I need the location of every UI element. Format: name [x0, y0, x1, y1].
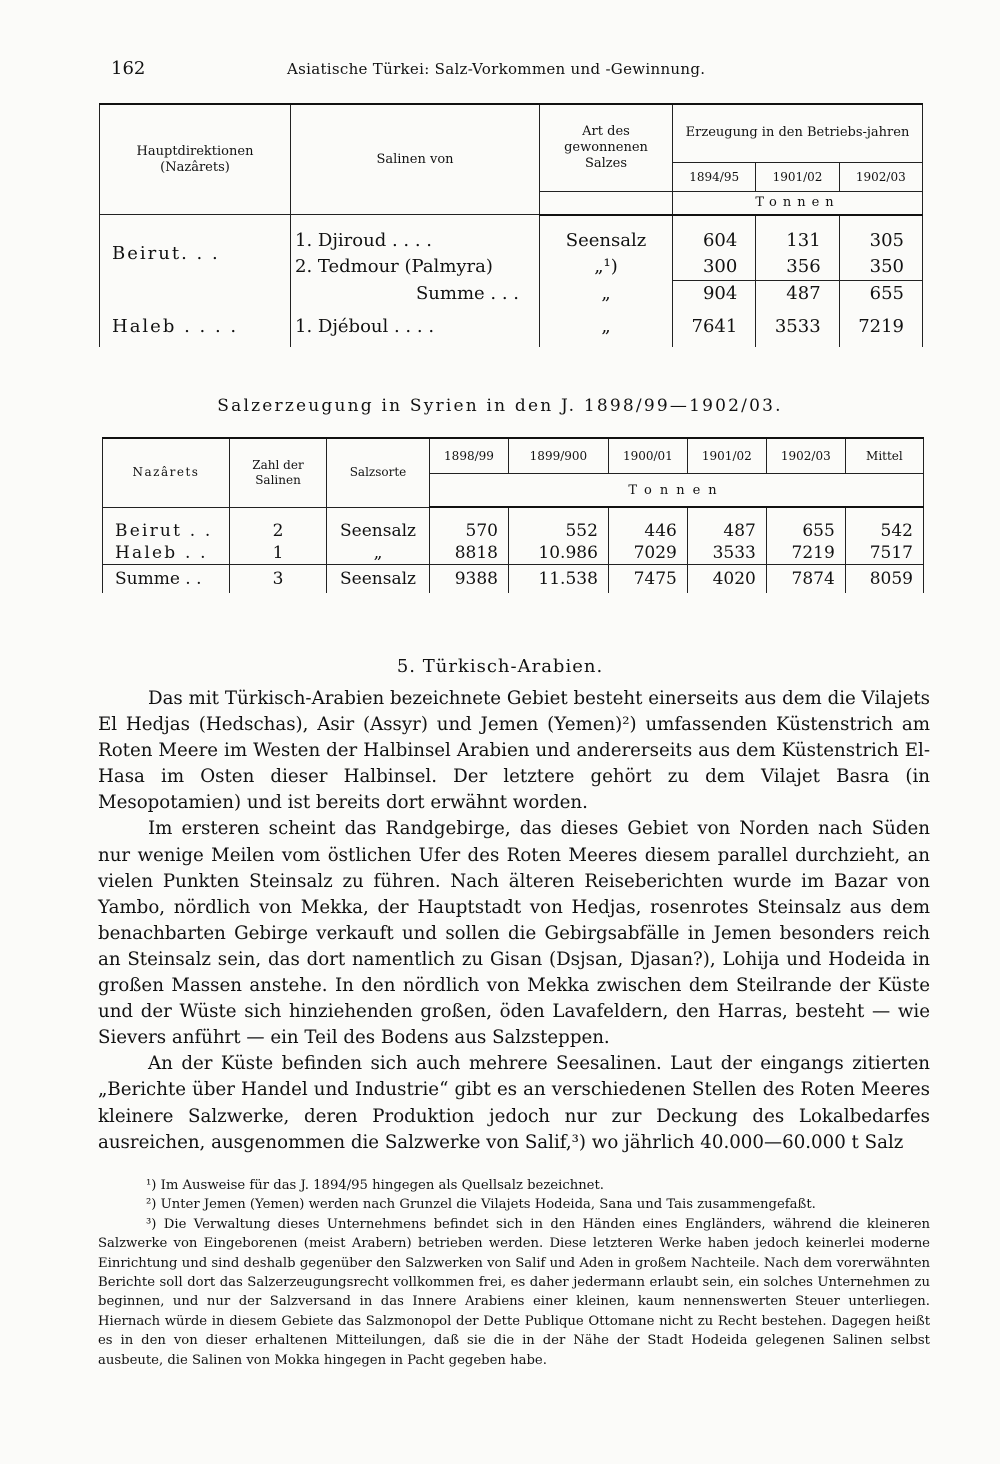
running-head: Asiatische Türkei: Salz-Vorkommen und -Gewinnung. [287, 60, 706, 78]
footnote: ²) Unter Jemen (Yemen) werden nach Grunzel die Vilajets Hodeida, Sana und Tais zusammengefaßt. [146, 1197, 816, 1213]
header-year-3: 1902/03 [839, 162, 922, 191]
header-year-2: 1899/900 [508, 438, 608, 474]
header-year-4: 1901/02 [687, 438, 766, 474]
paragraph: Das mit Türkisch-Arabien bezeichnete Gebiet besteht einerseits aus dem die Vilajets El Hedjas (Hedschas), Asir (Assyr) und Jemen (Yemen)²) umfassenden Küstenstrich am Roten Meere im Westen der Halbinsel Arabien und andererseits aus dem Küstenstrich El-Hasa im Osten dieser Halbinsel. Der letztere gehört zu dem Vilajet Basra (in Mesopotamien) und ist bereits dort erwähnt worden. [98, 688, 930, 814]
header-unit: Tonnen [673, 191, 923, 215]
footnote: ¹) Im Ausweise für das J. 1894/95 hingegen als Quellsalz bezeichnet. [146, 1178, 604, 1193]
table-row: 2. Tedmour (Palmyra) „¹) 300 356 350 [100, 254, 923, 281]
table-row: Summe . . 3 Seensalz 9388 11.538 7475 4020 7874 8059 [103, 565, 924, 594]
header-unit: Tonnen [430, 474, 924, 508]
page-number: 162 [111, 58, 146, 79]
header-hauptdirektionen: Hauptdirektionen (Nazârets) [100, 104, 291, 215]
header-erzeugung: Erzeugung in den Betriebs-jahren [673, 104, 923, 162]
header-salinen: Salinen von [291, 104, 540, 215]
header-nazarets: Nazârets [103, 438, 230, 507]
header-zahl: Zahl der Salinen [230, 438, 327, 507]
table-row: Haleb . . . . 1. Djéboul . . . . „ 7641 3533 7219 [100, 307, 923, 347]
paragraph: Im ersteren scheint das Randgebirge, das dieses Gebiet von Norden nach Süden nur wenige Meilen vom östlichen Ufer des Roten Meeres diesem parallel durchzieht, an vielen Punkten Steinsalz zu führen. Nach älteren Reiseberichten wurde im Bazar von Yambo, nördlich von Mekka, der Hauptstadt von Hedjas, rosenrotes Steinsalz aus dem benachbarten Gebirge verkauft und sollen die Gebirgsabfälle in Jemen besonders reich an Steinsalz sein, das dort namentlich zu Gisan (Dsjsan, Djasan?), Lohija und Hodeida in großen Massen anstehe. In den nördlich von Mekka zwischen dem Steilrande der Küste und der Wüste sich hinziehenden großen, öden Lavafeldern, den Harras, besteht — wie Sievers anführt — ein Teil des Bodens aus Salzsteppen. [98, 818, 930, 1049]
salt-production-table-1 [99, 103, 923, 347]
header-year-3: 1900/01 [608, 438, 687, 474]
table-row: Beirut . . 2 Seensalz 570 552 446 487 655 542 [103, 520, 924, 542]
body-text [98, 686, 930, 1156]
header-year-1: 1898/99 [430, 438, 509, 474]
header-mittel: Mittel [845, 438, 923, 474]
table-row: Summe . . . „ 904 487 655 [100, 280, 923, 307]
header-sorte: Salzsorte [327, 438, 430, 507]
table-row: Haleb . . 1 „ 8818 10.986 7029 3533 7219 7517 [103, 542, 924, 565]
footnotes [98, 1176, 930, 1370]
header-art: Art des gewonnenen Salzes [540, 104, 673, 191]
paragraph: An der Küste befinden sich auch mehrere Seesalinen. Laut der eingangs zitierten „Berichte über Handel und Industrie“ gibt es an verschiedenen Stellen des Roten Meeres kleinere Salzwerke, deren Produktion jedoch nur zur Deckung des Lokalbedarfes ausreichen, ausgenommen die Salzwerke von Salif,³) wo jährlich 40.000—60.000 t Salz [98, 1053, 930, 1153]
salt-production-table-2 [102, 437, 924, 593]
footnote: ³) Die Verwaltung dieses Unternehmens befindet sich in den Händen eines Engländers, während die kleineren Salzwerke von Eingeborenen (meist Arabern) betrieben werden. Diese letzteren Werke haben jedoch keinerlei moderne Einrichtung und sind deshalb gegenüber den Salzwerken von Salif und Aden in großem Nachteile. Nach dem vorerwähnten Berichte soll dort das Salzerzeugungsrecht vollkommen frei, es daher jedermann erlaubt sein, ein solches Unternehmen zu beginnen, und nur der Salzversand in das Innere Arabiens einer kleinen, kaum nennenswerten Steuer unterliegen. Hiernach würde in diesem Gebiete das Salzmonopol der Dette Publique Ottomane nicht zu Recht bestehen. Dagegen heißt es in den von dieser erhaltenen Mitteilungen, daß sie die in der Nähe der Stadt Hodeida gelegenen Salinen selbst ausbeute, die Salinen von Mokka hingegen in Pacht gegeben habe. [98, 1216, 930, 1368]
header-year-5: 1902/03 [766, 438, 845, 474]
table-2-caption: Salzerzeugung in Syrien in den J. 1898/99—1902/03. [217, 396, 783, 416]
table-row: Beirut. . . 1. Djiroud . . . . Seensalz 604 131 305 [100, 228, 923, 254]
header-year-1: 1894/95 [673, 162, 756, 191]
section-title: 5. Türkisch-Arabien. [396, 656, 604, 677]
header-year-2: 1901/02 [756, 162, 839, 191]
